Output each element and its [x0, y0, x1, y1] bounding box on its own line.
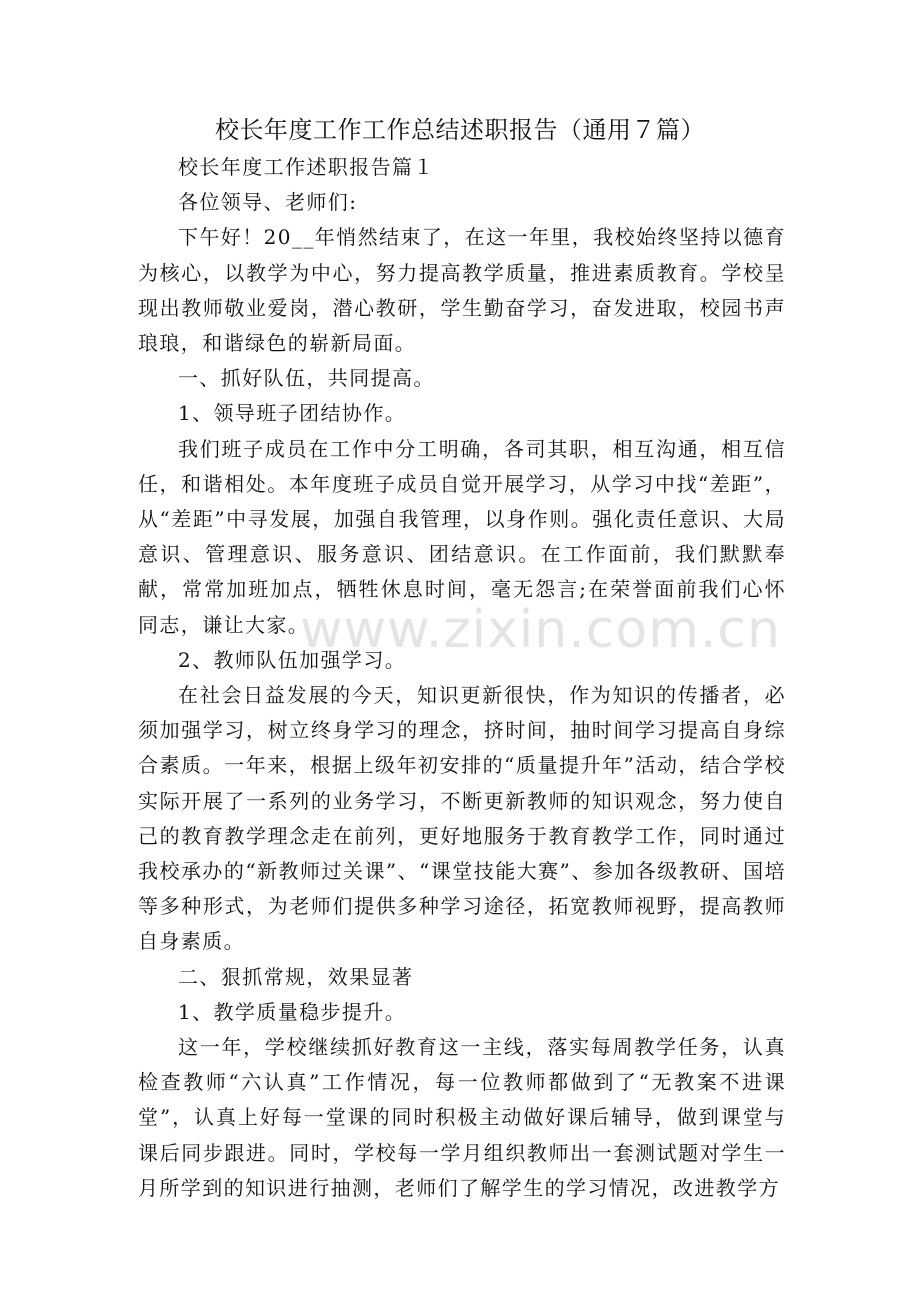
- subsection-heading: 1、教学质量稳步提升。: [178, 999, 407, 1024]
- paragraph: 下午好！20__年悄然结束了，在这一年里，我校始终坚持以德育为核心，以教学为中心，努力提高教学质量，推进素质教育。学校呈现出教师敬业爱岗，潜心教研，学生勤奋学习，奋发进取，校园书声琅琅，和谐绿色的崭新局面。: [138, 225, 786, 356]
- paragraph: 我们班子成员在工作中分工明确，各司其职，相互沟通，相互信任，和谐相处。本年度班子成员自觉开展学习，从学习中找“差距”，从“差距”中寻发展，加强自我管理，以身作则。强化责任意识、大局意识、管理意识、服务意识、团结意识。在工作面前，我们默默奉献，常常加班加点，牺牲休息时间，毫无怨言;在荣誉面前我们心怀同志，谦让大家。: [138, 436, 786, 637]
- section-heading: 二、狠抓常规，效果显著: [178, 964, 414, 989]
- paragraph: 这一年，学校继续抓好教育这一主线，落实每周教学任务，认真检查教师“六认真”工作情况，每一位教师都做到了“无教案不进课堂”，认真上好每一堂课的同时积极主动做好课后辅导，做到课堂与课后同步跟进。同时，学校每一学月组织教师出一套测试题对学生一月所学到的知识进行抽测，老师们了解学生的学习情况，改进教学方: [138, 1035, 786, 1200]
- document-body: [138, 150, 786, 1206]
- document-title: 校长年度工作工作总结述职报告（通用７篇）: [215, 116, 705, 144]
- watermark: www.zixin.com.cn: [300, 600, 781, 660]
- subsection-heading: 1、领导班子团结协作。: [178, 401, 407, 426]
- subsection-heading: 2、教师队伍加强学习。: [178, 647, 407, 672]
- paragraph: 在社会日益发展的今天，知识更新很快，作为知识的传播者，必须加强学习，树立终身学习的理念，挤时间，抽时间学习提高自身综合素质。一年来，根据上级年初安排的“质量提升年”活动，结合学校实际开展了一系列的业务学习，不断更新教师的知识观念，努力使自己的教育教学理念走在前列，更好地服务于教育教学工作，同时通过我校承办的“新教师过关课”、“课堂技能大赛”、参加各级教研、国培等多种形式，为老师们提供多种学习途径，拓宽教师视野，提高教师自身素质。: [138, 683, 786, 954]
- section-heading: 一、抓好队伍，共同提高。: [178, 366, 435, 391]
- salutation: 各位领导、老师们:: [178, 190, 358, 215]
- section-heading: 校长年度工作述职报告篇１: [178, 155, 435, 179]
